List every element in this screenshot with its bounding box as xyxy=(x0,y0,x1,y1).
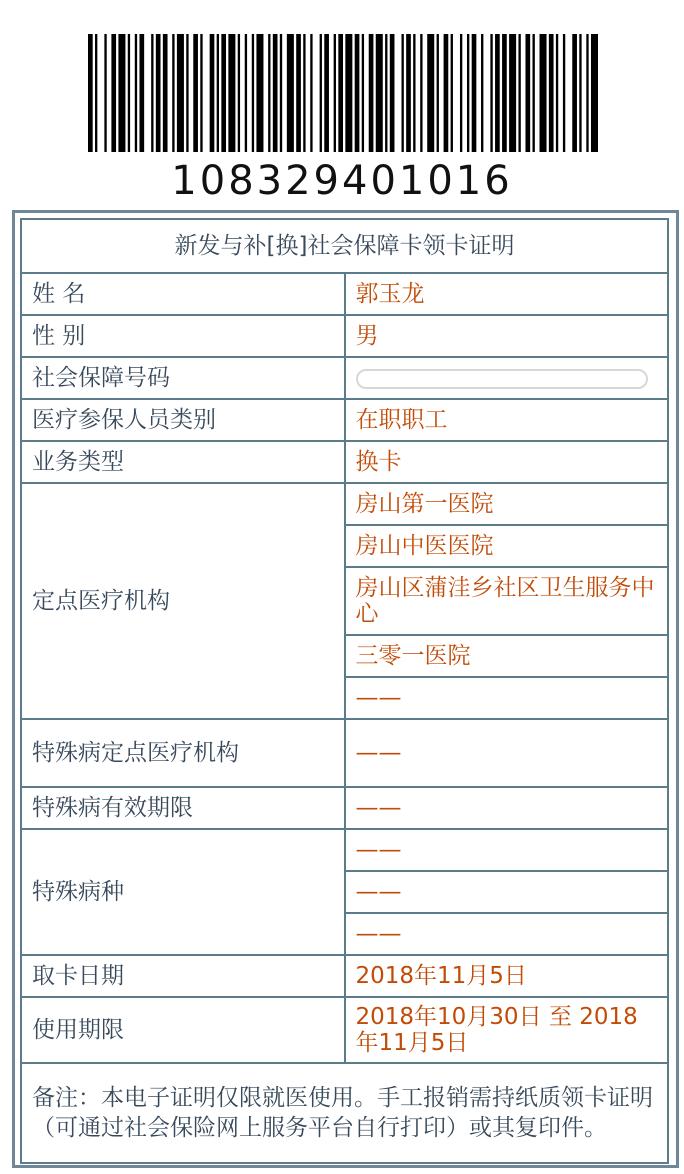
name-value: 郭玉龙 xyxy=(345,273,669,315)
barcode-bar xyxy=(200,34,202,152)
barcode-bar xyxy=(586,34,588,152)
barcode-bar xyxy=(444,34,449,152)
barcode-bar xyxy=(128,34,130,152)
masked-redaction xyxy=(356,369,648,389)
barcode-bar xyxy=(172,34,174,152)
insured-category-label: 医疗参保人员类别 xyxy=(21,399,345,441)
barcode-bar xyxy=(495,34,500,152)
barcode-bar xyxy=(345,34,352,152)
special-disease-validity-label: 特殊病有效期限 xyxy=(21,787,345,829)
barcode-bar xyxy=(177,34,184,152)
table-row xyxy=(21,483,668,525)
barcode-bar xyxy=(268,34,270,152)
barcode-bar xyxy=(427,34,434,152)
barcode-bar xyxy=(193,34,198,152)
special-disease-validity-value: —— xyxy=(345,787,669,829)
barcode-bar xyxy=(385,34,387,152)
barcode-bar xyxy=(217,34,219,152)
barcode-bar xyxy=(338,34,343,152)
insured-category-value: 在职职工 xyxy=(345,399,669,441)
barcode-bar xyxy=(228,34,235,152)
barcode-bar xyxy=(156,34,161,152)
barcode-bar xyxy=(324,34,329,152)
barcode-bar xyxy=(579,34,581,152)
usage-period-value: 2018年10月30日 至 2018年11月5日 xyxy=(345,997,669,1063)
barcode-bar xyxy=(401,34,403,152)
barcode-bar xyxy=(525,34,530,152)
certificate-title: 新发与补[换]社会保障卡领卡证明 xyxy=(21,219,668,273)
barcode-bar xyxy=(163,34,168,152)
gender-value: 男 xyxy=(345,315,669,357)
barcode-bar xyxy=(334,34,336,152)
special-disease-institution-label: 特殊病定点医疗机构 xyxy=(21,719,345,787)
gender-label: 性 别 xyxy=(21,315,345,357)
barcode-bar xyxy=(481,34,483,152)
barcode-bar xyxy=(280,34,282,152)
remark-text: 备注：本电子证明仅限就医使用。手工报销需持纸质领卡证明（可通过社会保险网上服务平台自行打印）或其复印件。 xyxy=(21,1063,668,1163)
designated-institution-item: 房山中医医院 xyxy=(345,525,669,567)
designated-institution-item: —— xyxy=(345,677,669,719)
barcode-bar xyxy=(563,34,565,152)
barcode-bar xyxy=(420,34,422,152)
designated-institution-item: 三零一医院 xyxy=(345,635,669,677)
designated-institution-item: 房山区蒲洼乡社区卫生服务中心 xyxy=(345,567,669,635)
special-disease-types-label: 特殊病种 xyxy=(21,829,345,955)
business-type-label: 业务类型 xyxy=(21,441,345,483)
barcode-area xyxy=(0,0,684,210)
table-row xyxy=(21,829,668,871)
table-row xyxy=(21,997,668,1063)
barcode-bar xyxy=(210,34,215,152)
certificate-table xyxy=(20,218,669,1164)
barcode-bar xyxy=(502,34,507,152)
barcode-bar xyxy=(303,34,305,152)
barcode-bar xyxy=(390,34,395,152)
barcode-bar xyxy=(252,34,254,152)
barcode-image xyxy=(88,34,598,152)
designated-institution-item: 房山第一医院 xyxy=(345,483,669,525)
barcode-bar xyxy=(245,34,247,152)
barcode-bar xyxy=(320,34,322,152)
barcode-bar xyxy=(151,34,153,152)
barcode-bar xyxy=(139,34,144,152)
barcode-bar xyxy=(376,34,383,152)
barcode-bar xyxy=(118,34,125,152)
barcode-bar xyxy=(540,34,547,152)
barcode-bar xyxy=(256,34,263,152)
barcode-bar xyxy=(518,34,520,152)
pickup-date-value: 2018年11月5日 xyxy=(345,955,669,997)
barcode-bar xyxy=(238,34,240,152)
barcode-bar xyxy=(451,34,453,152)
usage-period-label: 使用期限 xyxy=(21,997,345,1063)
barcode-bar xyxy=(460,34,462,152)
barcode-bar xyxy=(135,34,137,152)
special-disease-institution-value: —— xyxy=(345,719,669,787)
barcode-bar xyxy=(572,34,577,152)
barcode-bar xyxy=(111,34,116,152)
social-security-number-label: 社会保障号码 xyxy=(21,357,345,399)
barcode-bar xyxy=(186,34,188,152)
table-row xyxy=(21,441,668,483)
table-row xyxy=(21,787,668,829)
barcode-bar xyxy=(533,34,535,152)
special-disease-type-item: —— xyxy=(345,913,669,955)
pickup-date-label: 取卡日期 xyxy=(21,955,345,997)
table-row xyxy=(21,315,668,357)
barcode-bar xyxy=(104,34,106,152)
barcode-bar xyxy=(296,34,301,152)
barcode-bar xyxy=(490,34,492,152)
barcode-bar xyxy=(472,34,477,152)
barcode-bar xyxy=(221,34,226,152)
business-type-value: 换卡 xyxy=(345,441,669,483)
barcode-bar xyxy=(406,34,411,152)
table-row xyxy=(21,399,668,441)
name-label: 姓 名 xyxy=(21,273,345,315)
barcode-bar xyxy=(287,34,294,152)
barcode-bar xyxy=(437,34,439,152)
table-row xyxy=(21,1063,668,1163)
designated-institutions-label: 定点医疗机构 xyxy=(21,483,345,719)
barcode-bar xyxy=(509,34,516,152)
barcode-number: 108329401016 xyxy=(171,158,513,204)
barcode-bar xyxy=(310,34,312,152)
barcode-bar xyxy=(467,34,469,152)
barcode-bar xyxy=(549,34,554,152)
barcode-bar xyxy=(88,34,93,152)
barcode-bar xyxy=(591,34,598,152)
table-row xyxy=(21,719,668,787)
barcode-bar xyxy=(355,34,360,152)
barcode-bar xyxy=(556,34,558,152)
special-disease-type-item: —— xyxy=(345,829,669,871)
table-row xyxy=(21,357,668,399)
barcode-bar xyxy=(95,34,97,152)
barcode-bar xyxy=(369,34,374,152)
barcode-bar xyxy=(273,34,278,152)
barcode-bar xyxy=(362,34,364,152)
barcode-bar xyxy=(413,34,415,152)
table-row xyxy=(21,273,668,315)
social-security-number-value xyxy=(345,357,669,399)
table-row xyxy=(21,955,668,997)
special-disease-type-item: —— xyxy=(345,871,669,913)
